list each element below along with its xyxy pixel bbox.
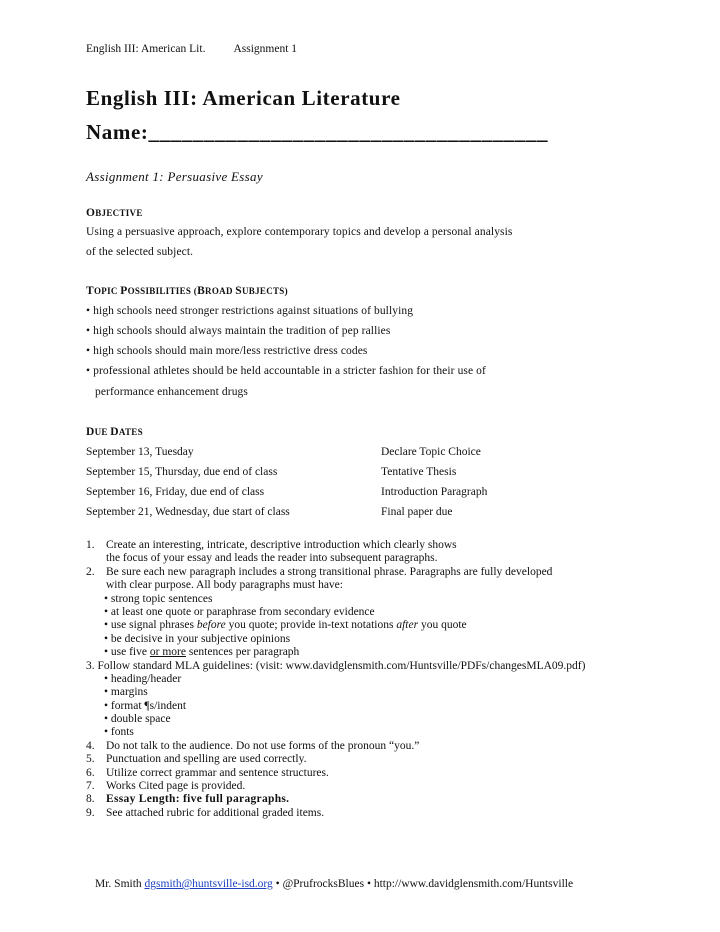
sub-item: • heading/header — [104, 672, 182, 685]
due-date: September 21, Wednesday, due start of class — [86, 506, 290, 518]
sub-item: • strong topic sentences — [104, 592, 213, 605]
topic-item: • high schools should main more/less restrictive dress codes — [86, 345, 368, 357]
due-task: Declare Topic Choice — [381, 446, 481, 458]
list-item: 4. Do not talk to the audience. Do not use forms of the pronoun “you.” — [86, 739, 420, 752]
objective-line: of the selected subject. — [86, 246, 194, 258]
due-date: September 15, Thursday, due end of class — [86, 466, 278, 478]
due-dates-heading: DUE DATES — [86, 426, 143, 438]
due-task: Introduction Paragraph — [381, 486, 488, 498]
sub-item: • at least one quote or paraphrase from secondary evidence — [104, 605, 375, 618]
assignment-title: Assignment 1: Persuasive Essay — [86, 169, 263, 184]
footer-contact: • @PrufrocksBlues • http://www.davidglensmith.com/Huntsville — [272, 878, 574, 890]
sub-item: • be decisive in your subjective opinions — [104, 632, 291, 645]
footer-teacher: Mr. Smith — [95, 878, 145, 890]
due-task: Final paper due — [381, 506, 453, 518]
topic-item: • professional athletes should be held accountable in a stricter fashion for their use of — [86, 365, 486, 377]
list-item-continued: the focus of your essay and leads the reader into subsequent paragraphs. — [106, 552, 438, 565]
sub-item: • use five or more sentences per paragraph — [104, 646, 300, 659]
due-task: Tentative Thesis — [381, 466, 457, 478]
list-item-continued: with clear purpose. All body paragraphs must have: — [106, 579, 343, 592]
objective-line: Using a persuasive approach, explore contemporary topics and develop a personal analysis — [86, 226, 513, 238]
list-item: 8. Essay Length: five full paragraphs. — [86, 793, 290, 806]
email-link[interactable]: dgsmith@huntsville-isd.org — [144, 878, 273, 890]
header-assignment: Assignment 1 — [233, 43, 298, 55]
sub-item: • double space — [104, 713, 171, 726]
objective-heading: OBJECTIVE — [86, 207, 143, 219]
due-date: September 13, Tuesday — [86, 446, 194, 458]
list-item: 7. Works Cited page is provided. — [86, 780, 246, 793]
sub-item: • fonts — [104, 726, 134, 739]
page-title: English III: American Literature — [86, 86, 401, 110]
header-course: English III: American Lit. — [86, 43, 206, 55]
sub-item: • format ¶s/indent — [104, 699, 187, 712]
topic-item: • high schools should always maintain the tradition of pep rallies — [86, 325, 391, 337]
list-item: 1. Create an interesting, intricate, descriptive introduction which clearly shows — [86, 539, 457, 551]
due-date: September 16, Friday, due end of class — [86, 486, 265, 498]
sub-item: • use signal phrases before you quote; provide in-text notations after you quote — [104, 619, 467, 632]
topic-item-continued: performance enhancement drugs — [95, 386, 248, 398]
list-item: 3. Follow standard MLA guidelines: (visit: www.davidglensmith.com/Huntsville/PDFs/changesMLA09.pdf) — [86, 659, 586, 672]
running-header — [86, 43, 297, 55]
list-item: 2. Be sure each new paragraph includes a strong transitional phrase. Paragraphs are fully developed — [86, 565, 553, 578]
list-item: 6. Utilize correct grammar and sentence structures. — [86, 766, 329, 779]
footer — [95, 878, 573, 890]
list-item: 5. Punctuation and spelling are used correctly. — [86, 753, 307, 766]
topics-heading: TOPIC POSSIBILITIES (BROAD SUBJECTS) — [86, 285, 288, 297]
sub-item: • margins — [104, 686, 148, 699]
name-line: Name:____________________________________ — [86, 120, 549, 144]
list-item: 9. See attached rubric for additional graded items. — [86, 806, 325, 819]
topic-item: • high schools need stronger restrictions against situations of bullying — [86, 305, 414, 317]
requirements-list — [86, 539, 706, 820]
